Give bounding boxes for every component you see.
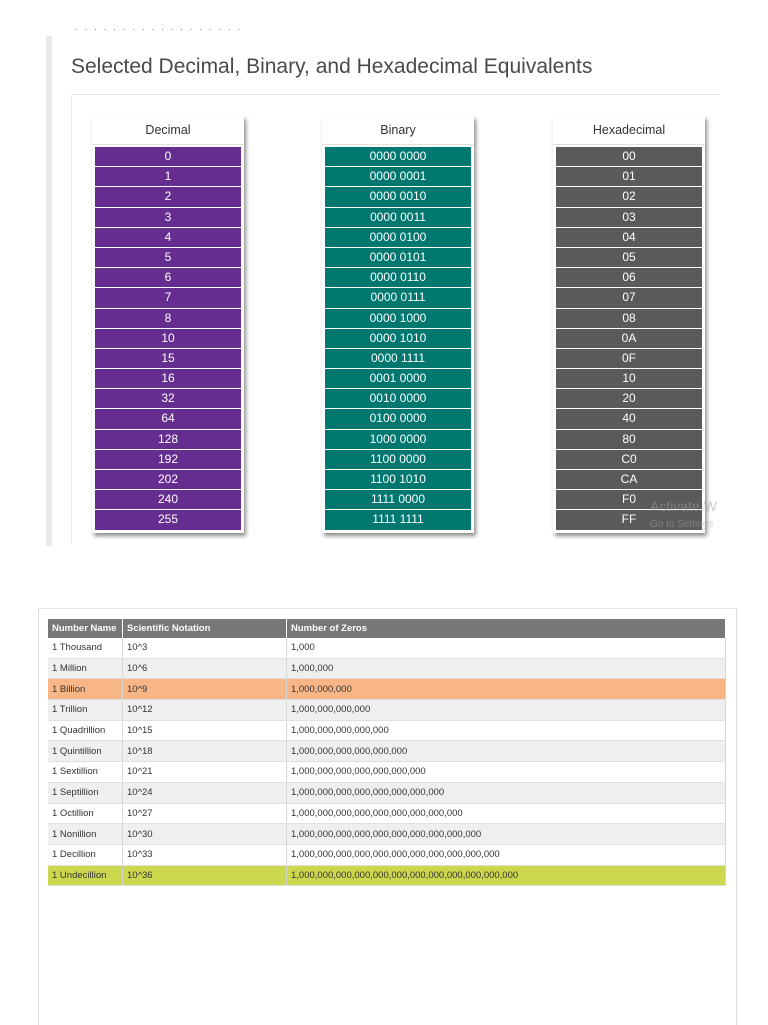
scientific-notation-cell: 10^3 bbox=[123, 638, 287, 658]
hex-cell: 20 bbox=[556, 389, 702, 408]
binary-cell: 0000 0000 bbox=[325, 147, 471, 166]
decimal-cell: 4 bbox=[95, 228, 241, 247]
scientific-notation-cell: 10^27 bbox=[123, 803, 287, 824]
decimal-cell: 8 bbox=[95, 309, 241, 328]
scientific-notation-cell: 10^9 bbox=[123, 679, 287, 700]
document-left-bar bbox=[46, 36, 52, 546]
binary-cell: 0001 0000 bbox=[325, 369, 471, 388]
binary-column bbox=[322, 116, 474, 533]
decimal-cells bbox=[92, 145, 244, 533]
scientific-notation-cell: 10^18 bbox=[123, 741, 287, 762]
number-of-zeros-cell: 1,000,000,000 bbox=[287, 679, 726, 700]
number-name-cell: 1 Thousand bbox=[48, 638, 123, 658]
decimal-cell: 3 bbox=[95, 208, 241, 227]
decimal-cell: 192 bbox=[95, 450, 241, 469]
number-of-zeros-cell: 1,000,000 bbox=[287, 658, 726, 679]
hex-cell: 40 bbox=[556, 409, 702, 428]
number-name-cell: 1 Quintillion bbox=[48, 741, 123, 762]
binary-cell: 1111 0000 bbox=[325, 490, 471, 509]
table-row bbox=[48, 720, 726, 741]
decimal-cell: 6 bbox=[95, 268, 241, 287]
table-row bbox=[48, 700, 726, 721]
hex-cell: C0 bbox=[556, 450, 702, 469]
decimal-cell: 7 bbox=[95, 288, 241, 307]
number-name-cell: 1 Septillion bbox=[48, 782, 123, 803]
binary-cell: 0010 0000 bbox=[325, 389, 471, 408]
number-name-cell: 1 Sextillion bbox=[48, 762, 123, 783]
scientific-notation-cell: 10^6 bbox=[123, 658, 287, 679]
hex-cell: 10 bbox=[556, 369, 702, 388]
table-row bbox=[48, 865, 726, 886]
hex-cell: F0 bbox=[556, 490, 702, 509]
page-title: Selected Decimal, Binary, and Hexadecimal Equivalents bbox=[71, 55, 593, 78]
scientific-notation-cell: 10^33 bbox=[123, 844, 287, 865]
scientific-notation-cell: 10^36 bbox=[123, 865, 287, 886]
scientific-notation-cell: 10^21 bbox=[123, 762, 287, 783]
binary-cell: 1111 1111 bbox=[325, 510, 471, 529]
decimal-cell: 2 bbox=[95, 187, 241, 206]
binary-cell: 0000 0001 bbox=[325, 167, 471, 186]
header-number-of-zeros: Number of Zeros bbox=[287, 619, 726, 638]
binary-cell: 1100 0000 bbox=[325, 450, 471, 469]
decimal-cell: 128 bbox=[95, 430, 241, 449]
number-of-zeros-cell: 1,000,000,000,000,000,000,000,000,000,000,000,000 bbox=[287, 865, 726, 886]
title-divider bbox=[71, 94, 720, 95]
number-of-zeros-cell: 1,000,000,000,000 bbox=[287, 700, 726, 721]
number-name-cell: 1 Octillion bbox=[48, 803, 123, 824]
hex-column bbox=[553, 116, 705, 533]
hex-cell: CA bbox=[556, 470, 702, 489]
hex-cell: FF bbox=[556, 510, 702, 529]
binary-cell: 0000 0010 bbox=[325, 187, 471, 206]
number-name-cell: 1 Decillion bbox=[48, 844, 123, 865]
decimal-column bbox=[92, 116, 244, 533]
hex-cell: 05 bbox=[556, 248, 702, 267]
table-row bbox=[48, 824, 726, 845]
binary-cell: 1100 1010 bbox=[325, 470, 471, 489]
number-of-zeros-cell: 1,000,000,000,000,000,000,000,000 bbox=[287, 782, 726, 803]
number-of-zeros-cell: 1,000,000,000,000,000,000,000,000,000 bbox=[287, 803, 726, 824]
hex-cell: 01 bbox=[556, 167, 702, 186]
number-of-zeros-cell: 1,000 bbox=[287, 638, 726, 658]
number-name-cell: 1 Quadrillion bbox=[48, 720, 123, 741]
number-name-cell: 1 Undecillion bbox=[48, 865, 123, 886]
table-header-row bbox=[48, 619, 726, 638]
decimal-cell: 32 bbox=[95, 389, 241, 408]
decimal-cell: 64 bbox=[95, 409, 241, 428]
table-row bbox=[48, 844, 726, 865]
binary-cell: 0000 0101 bbox=[325, 248, 471, 267]
number-of-zeros-cell: 1,000,000,000,000,000,000,000,000,000,000,000 bbox=[287, 844, 726, 865]
figure-left-border bbox=[71, 94, 72, 544]
decimal-column-header: Decimal bbox=[92, 116, 244, 145]
decimal-cell: 15 bbox=[95, 349, 241, 368]
number-of-zeros-cell: 1,000,000,000,000,000,000 bbox=[287, 741, 726, 762]
hex-cell: 02 bbox=[556, 187, 702, 206]
binary-cell: 0000 0011 bbox=[325, 208, 471, 227]
hex-cell: 00 bbox=[556, 147, 702, 166]
number-name-cell: 1 Million bbox=[48, 658, 123, 679]
number-of-zeros-cell: 1,000,000,000,000,000,000,000,000,000,000 bbox=[287, 824, 726, 845]
table-row bbox=[48, 741, 726, 762]
binary-cells bbox=[322, 145, 474, 533]
decimal-cell: 202 bbox=[95, 470, 241, 489]
binary-cell: 0000 0100 bbox=[325, 228, 471, 247]
scientific-notation-cell: 10^12 bbox=[123, 700, 287, 721]
decimal-cell: 240 bbox=[95, 490, 241, 509]
number-name-cell: 1 Trillion bbox=[48, 700, 123, 721]
table-row bbox=[48, 762, 726, 783]
table-row bbox=[48, 658, 726, 679]
hex-cell: 0F bbox=[556, 349, 702, 368]
number-name-cell: 1 Billion bbox=[48, 679, 123, 700]
binary-column-header: Binary bbox=[322, 116, 474, 145]
table-row bbox=[48, 803, 726, 824]
binary-cell: 0100 0000 bbox=[325, 409, 471, 428]
binary-cell: 0000 1000 bbox=[325, 309, 471, 328]
decimal-cell: 10 bbox=[95, 329, 241, 348]
activate-watermark: Activate W bbox=[650, 498, 717, 514]
header-scientific-notation: Scientific Notation bbox=[123, 619, 287, 638]
binary-cell: 0000 0111 bbox=[325, 288, 471, 307]
header-number-name: Number Name bbox=[48, 619, 123, 638]
hex-cell: 07 bbox=[556, 288, 702, 307]
hex-cell: 08 bbox=[556, 309, 702, 328]
number-name-cell: 1 Nonillion bbox=[48, 824, 123, 845]
binary-cell: 0000 1111 bbox=[325, 349, 471, 368]
hex-cell: 04 bbox=[556, 228, 702, 247]
hex-cell: 80 bbox=[556, 430, 702, 449]
binary-cell: 1000 0000 bbox=[325, 430, 471, 449]
decimal-cell: 1 bbox=[95, 167, 241, 186]
hex-cell: 06 bbox=[556, 268, 702, 287]
hex-cell: 03 bbox=[556, 208, 702, 227]
decimal-cell: 255 bbox=[95, 510, 241, 529]
scientific-notation-cell: 10^30 bbox=[123, 824, 287, 845]
number-of-zeros-cell: 1,000,000,000,000,000,000,000 bbox=[287, 762, 726, 783]
table-row bbox=[48, 782, 726, 803]
binary-cell: 0000 1010 bbox=[325, 329, 471, 348]
table-row bbox=[48, 638, 726, 658]
scientific-notation-cell: 10^24 bbox=[123, 782, 287, 803]
binary-cell: 0000 0110 bbox=[325, 268, 471, 287]
activate-watermark-sub: Go to Settings bbox=[650, 519, 714, 530]
scientific-notation-cell: 10^15 bbox=[123, 720, 287, 741]
decimal-cell: 5 bbox=[95, 248, 241, 267]
hex-cells bbox=[553, 145, 705, 533]
number-of-zeros-cell: 1,000,000,000,000,000 bbox=[287, 720, 726, 741]
cropped-text-fragment: . . . . . . . . . . . . . . . . . . bbox=[75, 22, 243, 32]
decimal-cell: 16 bbox=[95, 369, 241, 388]
table-row bbox=[48, 679, 726, 700]
number-names-table bbox=[48, 619, 726, 886]
decimal-cell: 0 bbox=[95, 147, 241, 166]
hex-column-header: Hexadecimal bbox=[553, 116, 705, 145]
hex-cell: 0A bbox=[556, 329, 702, 348]
